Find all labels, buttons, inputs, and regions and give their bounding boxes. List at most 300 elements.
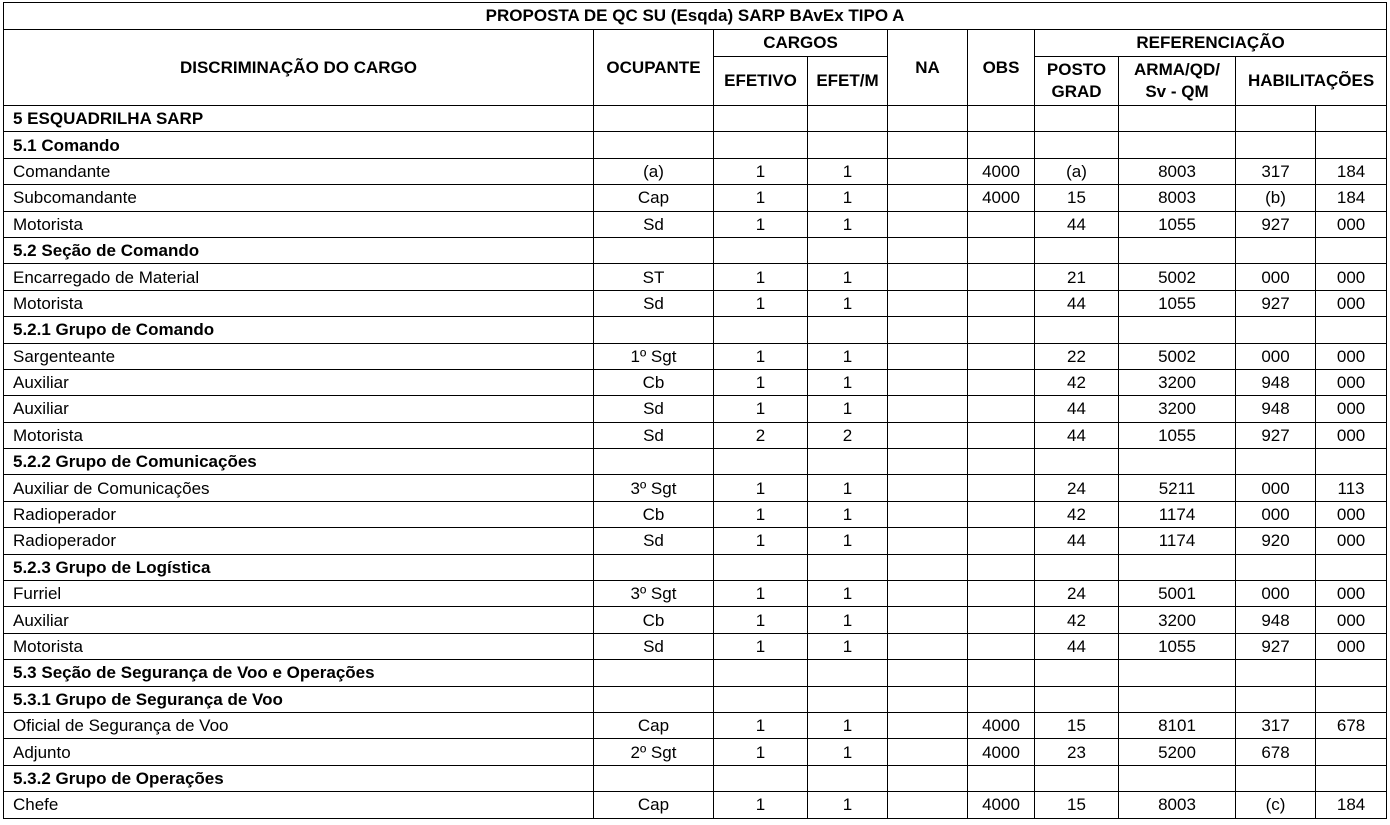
cell-obs [968,554,1035,580]
cell-habilitacao-2 [1316,765,1387,791]
cell-habilitacao-2 [1316,660,1387,686]
cell-habilitacao-2 [1316,686,1387,712]
cell-ocupante: 3º Sgt [594,475,714,501]
cell-habilitacao-1: 927 [1236,290,1316,316]
header-arma [1119,57,1236,106]
cell-efetivo: 1 [714,475,808,501]
cell-na [888,290,968,316]
cell-efetm: 1 [808,290,888,316]
cell-ocupante [594,765,714,791]
cell-habilitacao-2 [1316,237,1387,263]
cell-habilitacao-2: 000 [1316,290,1387,316]
cell-discriminacao: 5.2.3 Grupo de Logística [4,554,594,580]
cell-discriminacao: 5.2.1 Grupo de Comando [4,317,594,343]
cell-discriminacao: 5.1 Comando [4,132,594,158]
cell-efetm: 1 [808,158,888,184]
header-efetivo: EFETIVO [714,57,808,106]
cell-discriminacao: 5.3.2 Grupo de Operações [4,765,594,791]
cell-arma: 5211 [1119,475,1236,501]
cell-posto [1035,132,1119,158]
table-row [4,290,1387,316]
cell-obs [968,660,1035,686]
cell-efetivo: 1 [714,290,808,316]
cell-efetivo [714,660,808,686]
cell-efetm: 1 [808,739,888,765]
cell-efetivo: 1 [714,158,808,184]
cell-habilitacao-1: 678 [1236,739,1316,765]
header-posto-grad [1035,57,1119,106]
cell-posto [1035,317,1119,343]
cell-ocupante [594,132,714,158]
cell-efetivo: 1 [714,739,808,765]
cell-posto: 44 [1035,422,1119,448]
cell-discriminacao: Chefe [4,792,594,818]
cell-habilitacao-1: 948 [1236,607,1316,633]
cell-habilitacao-2 [1316,317,1387,343]
cell-discriminacao: 5.2 Seção de Comando [4,237,594,263]
cell-arma [1119,132,1236,158]
cell-habilitacao-1 [1236,449,1316,475]
cell-habilitacao-2: 000 [1316,422,1387,448]
cell-na [888,607,968,633]
cell-ocupante: Sd [594,290,714,316]
cell-ocupante: 3º Sgt [594,581,714,607]
cell-ocupante: 2º Sgt [594,739,714,765]
cell-efetm: 1 [808,528,888,554]
cell-efetm: 1 [808,607,888,633]
cell-efetivo [714,237,808,263]
section-row [4,554,1387,580]
cell-arma: 3200 [1119,396,1236,422]
cell-na [888,449,968,475]
section-row [4,132,1387,158]
section-row [4,106,1387,132]
cell-obs [968,396,1035,422]
cell-arma: 8003 [1119,792,1236,818]
cell-discriminacao: Auxiliar [4,369,594,395]
cell-arma: 8003 [1119,158,1236,184]
cell-arma: 1174 [1119,528,1236,554]
header-arma-line2: Sv - QM [1145,82,1209,101]
cell-efetivo [714,449,808,475]
cell-posto: 21 [1035,264,1119,290]
cell-efetm: 1 [808,343,888,369]
cell-posto [1035,106,1119,132]
cell-discriminacao: Auxiliar [4,396,594,422]
cell-ocupante: Sd [594,528,714,554]
table-row [4,211,1387,237]
table-row [4,369,1387,395]
header-referenciacao: REFERENCIAÇÃO [1035,30,1387,57]
cell-obs [968,449,1035,475]
cell-arma: 5002 [1119,264,1236,290]
table-row [4,739,1387,765]
cell-efetm [808,237,888,263]
header-posto-line1: POSTO [1046,60,1107,79]
cell-obs [968,686,1035,712]
cell-efetm: 1 [808,581,888,607]
cell-arma: 8101 [1119,712,1236,738]
cell-obs [968,106,1035,132]
cell-habilitacao-1: 000 [1236,264,1316,290]
cell-efetm: 1 [808,712,888,738]
table-row [4,264,1387,290]
table-row [4,158,1387,184]
cell-efetivo [714,317,808,343]
cell-efetm: 1 [808,211,888,237]
table-row [4,475,1387,501]
cell-ocupante: Sd [594,633,714,659]
cell-posto: 24 [1035,581,1119,607]
cell-obs [968,290,1035,316]
cell-arma [1119,765,1236,791]
cell-habilitacao-2: 000 [1316,607,1387,633]
table-row [4,633,1387,659]
cell-arma: 1055 [1119,290,1236,316]
cell-discriminacao: Sargenteante [4,343,594,369]
cell-obs [968,607,1035,633]
cell-posto [1035,660,1119,686]
cell-efetm [808,686,888,712]
cell-na [888,106,968,132]
cell-efetivo [714,132,808,158]
cell-habilitacao-2 [1316,554,1387,580]
cell-habilitacao-2: 000 [1316,264,1387,290]
cell-habilitacao-2: 000 [1316,369,1387,395]
cell-obs [968,528,1035,554]
cell-na [888,343,968,369]
cell-habilitacao-2: 000 [1316,343,1387,369]
cell-na [888,501,968,527]
cell-na [888,792,968,818]
cell-na [888,317,968,343]
table-title: PROPOSTA DE QC SU (Esqda) SARP BAvEx TIPO A [4,3,1387,30]
cell-habilitacao-1 [1236,106,1316,132]
cell-arma [1119,449,1236,475]
header-obs: OBS [968,30,1035,106]
cell-efetivo: 1 [714,369,808,395]
cell-posto: 44 [1035,633,1119,659]
cell-arma: 1055 [1119,422,1236,448]
cell-ocupante: Cap [594,712,714,738]
section-row [4,317,1387,343]
cell-discriminacao: Motorista [4,422,594,448]
header-arma-line1: ARMA/QD/ [1134,60,1220,79]
cell-ocupante: Sd [594,396,714,422]
cell-habilitacao-1: 927 [1236,211,1316,237]
cell-efetivo: 1 [714,607,808,633]
cell-discriminacao: 5.2.2 Grupo de Comunicações [4,449,594,475]
cell-habilitacao-2: 000 [1316,501,1387,527]
cell-habilitacao-1 [1236,317,1316,343]
cell-habilitacao-1 [1236,554,1316,580]
table-body [4,106,1387,819]
cell-obs [968,264,1035,290]
cell-arma: 1055 [1119,633,1236,659]
cell-arma: 8003 [1119,185,1236,211]
cell-habilitacao-2: 184 [1316,185,1387,211]
cell-habilitacao-2: 113 [1316,475,1387,501]
cell-posto: 44 [1035,528,1119,554]
cell-posto [1035,686,1119,712]
cell-efetivo: 1 [714,792,808,818]
cell-discriminacao: Comandante [4,158,594,184]
cell-habilitacao-1: 000 [1236,475,1316,501]
cell-ocupante: Sd [594,211,714,237]
cell-habilitacao-1: 000 [1236,501,1316,527]
cell-ocupante [594,660,714,686]
cell-habilitacao-1: 948 [1236,369,1316,395]
cell-arma [1119,106,1236,132]
cell-arma [1119,554,1236,580]
cell-na [888,264,968,290]
cell-ocupante: Cb [594,607,714,633]
cell-efetivo [714,106,808,132]
cell-habilitacao-1: (b) [1236,185,1316,211]
cell-posto: 44 [1035,211,1119,237]
table-row [4,185,1387,211]
cell-posto: 15 [1035,185,1119,211]
cell-na [888,660,968,686]
cell-posto: 42 [1035,369,1119,395]
cell-efetivo: 1 [714,396,808,422]
cell-obs [968,501,1035,527]
cell-obs: 4000 [968,792,1035,818]
cell-na [888,475,968,501]
cell-habilitacao-1: 927 [1236,633,1316,659]
cell-na [888,633,968,659]
cell-ocupante: Cap [594,792,714,818]
cell-na [888,581,968,607]
cell-ocupante [594,237,714,263]
cell-efetm: 1 [808,396,888,422]
cell-posto [1035,237,1119,263]
cell-efetivo: 1 [714,581,808,607]
table-row [4,528,1387,554]
cell-efetivo: 1 [714,633,808,659]
cell-efetivo: 1 [714,501,808,527]
cell-ocupante: 1º Sgt [594,343,714,369]
cell-efetm [808,106,888,132]
cell-ocupante [594,449,714,475]
cell-efetivo [714,765,808,791]
cell-efetm: 1 [808,475,888,501]
header-discriminacao: DISCRIMINAÇÃO DO CARGO [4,30,594,106]
cell-efetm: 1 [808,369,888,395]
cell-obs: 4000 [968,712,1035,738]
cell-efetm: 1 [808,792,888,818]
cell-habilitacao-1 [1236,686,1316,712]
cell-posto [1035,765,1119,791]
cell-efetm [808,132,888,158]
cell-obs [968,475,1035,501]
cell-arma: 3200 [1119,369,1236,395]
cell-arma: 3200 [1119,607,1236,633]
table-row [4,422,1387,448]
header-cargos: CARGOS [714,30,888,57]
cell-obs [968,422,1035,448]
cell-na [888,422,968,448]
cell-na [888,739,968,765]
cell-posto: 15 [1035,792,1119,818]
cell-obs [968,211,1035,237]
cell-habilitacao-1: 317 [1236,158,1316,184]
section-row [4,237,1387,263]
cell-discriminacao: 5.3.1 Grupo de Segurança de Voo [4,686,594,712]
cell-posto: 24 [1035,475,1119,501]
cell-discriminacao: Motorista [4,290,594,316]
cell-habilitacao-1: 948 [1236,396,1316,422]
cell-discriminacao: Adjunto [4,739,594,765]
cell-ocupante [594,106,714,132]
cell-efetm [808,317,888,343]
cell-efetm [808,660,888,686]
header-efetm: EFET/M [808,57,888,106]
cell-obs [968,343,1035,369]
cell-habilitacao-1: 927 [1236,422,1316,448]
cell-na [888,158,968,184]
table-row [4,501,1387,527]
cell-habilitacao-1 [1236,660,1316,686]
cell-efetivo [714,686,808,712]
cell-habilitacao-1 [1236,237,1316,263]
cell-arma: 5001 [1119,581,1236,607]
cell-efetm: 1 [808,264,888,290]
cell-discriminacao: Furriel [4,581,594,607]
cell-habilitacao-1: (c) [1236,792,1316,818]
cell-obs [968,237,1035,263]
cell-discriminacao: Motorista [4,633,594,659]
cell-posto: 23 [1035,739,1119,765]
cell-efetm [808,449,888,475]
cell-discriminacao: Radioperador [4,528,594,554]
section-row [4,660,1387,686]
cell-ocupante: Cb [594,501,714,527]
cell-na [888,528,968,554]
cell-arma: 5200 [1119,739,1236,765]
cell-habilitacao-2: 000 [1316,396,1387,422]
table-row [4,712,1387,738]
cell-efetivo: 2 [714,422,808,448]
table-row [4,396,1387,422]
cell-habilitacao-2 [1316,739,1387,765]
cell-ocupante [594,554,714,580]
cell-na [888,765,968,791]
cell-discriminacao: Auxiliar [4,607,594,633]
cell-ocupante: Cb [594,369,714,395]
cell-ocupante: (a) [594,158,714,184]
table-row [4,607,1387,633]
header-na: NA [888,30,968,106]
cell-posto: 44 [1035,396,1119,422]
cell-posto: 44 [1035,290,1119,316]
cell-discriminacao: Encarregado de Material [4,264,594,290]
cell-habilitacao-1: 000 [1236,581,1316,607]
cell-discriminacao: 5 ESQUADRILHA SARP [4,106,594,132]
cell-discriminacao: 5.3 Seção de Segurança de Voo e Operações [4,660,594,686]
cell-posto: 22 [1035,343,1119,369]
cell-efetivo: 1 [714,712,808,738]
cell-na [888,712,968,738]
cell-na [888,211,968,237]
cell-ocupante: ST [594,264,714,290]
cell-obs [968,581,1035,607]
cell-arma: 5002 [1119,343,1236,369]
cell-efetivo: 1 [714,264,808,290]
cell-habilitacao-1 [1236,765,1316,791]
cell-efetm: 1 [808,633,888,659]
cell-habilitacao-1 [1236,132,1316,158]
cell-habilitacao-2: 000 [1316,528,1387,554]
cell-obs: 4000 [968,158,1035,184]
cell-efetivo: 1 [714,211,808,237]
cell-obs [968,132,1035,158]
cell-na [888,554,968,580]
header-habilitacoes: HABILITAÇÕES [1236,57,1387,106]
cell-efetm [808,765,888,791]
cell-posto: 15 [1035,712,1119,738]
section-row [4,765,1387,791]
cell-posto [1035,554,1119,580]
cell-arma: 1055 [1119,211,1236,237]
cell-habilitacao-1: 000 [1236,343,1316,369]
cell-posto: (a) [1035,158,1119,184]
cell-arma [1119,317,1236,343]
cell-discriminacao: Subcomandante [4,185,594,211]
cell-arma [1119,660,1236,686]
cell-discriminacao: Radioperador [4,501,594,527]
cell-ocupante: Cap [594,185,714,211]
cell-na [888,686,968,712]
header-ocupante: OCUPANTE [594,30,714,106]
cell-ocupante [594,686,714,712]
cell-obs [968,765,1035,791]
cell-posto: 42 [1035,501,1119,527]
cell-habilitacao-2: 000 [1316,581,1387,607]
cell-efetm: 1 [808,501,888,527]
cell-efetivo: 1 [714,528,808,554]
cell-arma [1119,237,1236,263]
cell-obs: 4000 [968,185,1035,211]
cell-habilitacao-1: 920 [1236,528,1316,554]
cell-habilitacao-2 [1316,132,1387,158]
table-row [4,792,1387,818]
cell-posto: 42 [1035,607,1119,633]
cell-habilitacao-1: 317 [1236,712,1316,738]
cell-na [888,237,968,263]
cell-na [888,369,968,395]
cell-obs: 4000 [968,739,1035,765]
cell-habilitacao-2: 184 [1316,158,1387,184]
cell-obs [968,369,1035,395]
table-row [4,581,1387,607]
cell-efetm: 1 [808,185,888,211]
cell-habilitacao-2 [1316,106,1387,132]
cell-habilitacao-2: 000 [1316,633,1387,659]
header-posto-line2: GRAD [1051,82,1102,101]
cell-arma [1119,686,1236,712]
cell-efetm [808,554,888,580]
cell-arma: 1174 [1119,501,1236,527]
cell-discriminacao: Oficial de Segurança de Voo [4,712,594,738]
cell-efetivo: 1 [714,185,808,211]
cell-habilitacao-2: 678 [1316,712,1387,738]
cell-posto [1035,449,1119,475]
cell-habilitacao-2 [1316,449,1387,475]
cell-efetivo [714,554,808,580]
cell-na [888,185,968,211]
cell-habilitacao-2: 000 [1316,211,1387,237]
